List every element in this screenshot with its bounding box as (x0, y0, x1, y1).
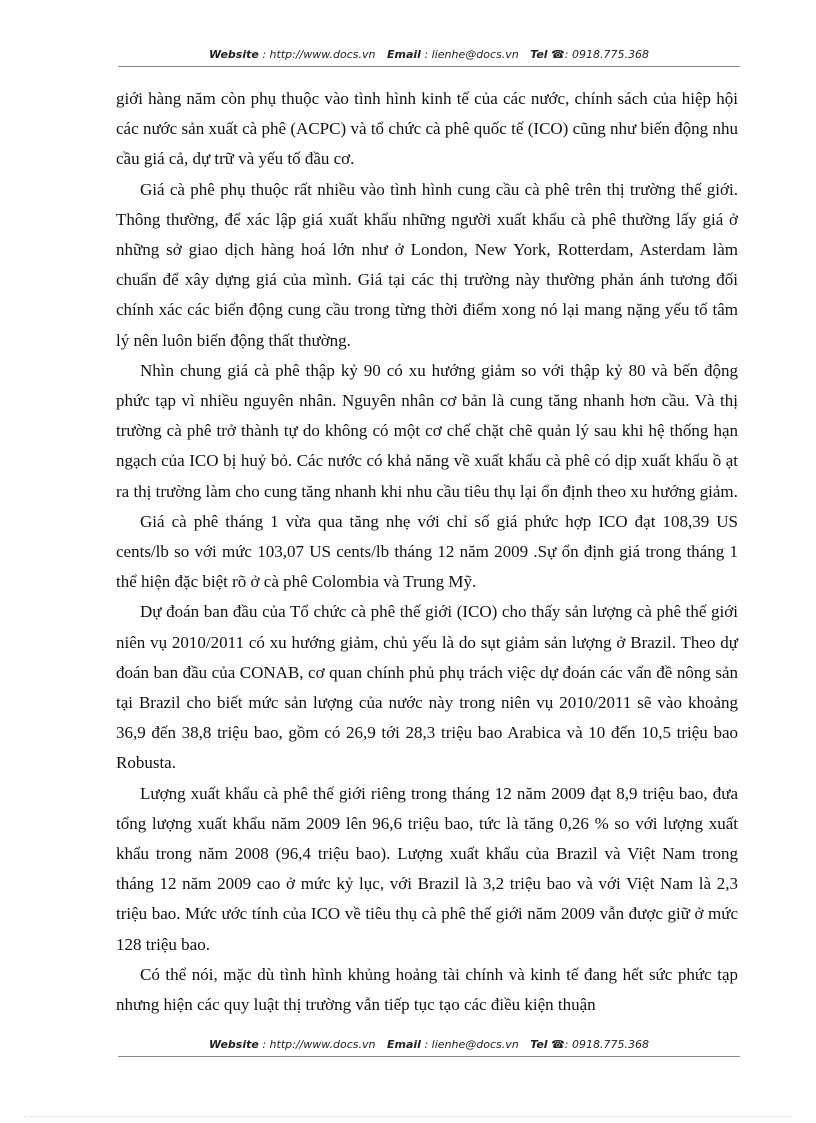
paragraph-continuation: giới hàng năm còn phụ thuộc vào tình hình kinh tế của các nước, chính sách của hiệp hội các nước sản xuất cà phê (ACPC) và tổ chức cà phê quốc tế (ICO) cũng như biến động nhu cầu giá cả, dự trữ và yếu tố đầu cơ. (116, 89, 738, 169)
website-url[interactable]: : http://www.docs.vn (262, 1038, 376, 1051)
paragraph: Dự đoán ban đầu của Tổ chức cà phê thế giới (ICO) cho thấy sản lượng cà phê thế giới niên vụ 2010/2011 có xu hướng giảm, chủ yếu là do sụt giảm sản lượng ở Brazil. Theo dự đoán ban đầu của CONAB, cơ quan chính phủ phụ trách việc dự đoán các vấn đề nông sản tại Brazil cho biết mức sản lượng của nước này trong niên vụ 2010/2011 sẽ vào khoảng 36,9 đến 38,8 triệu bao, gồm có 26,9 tới 28,3 triệu bao Arabica và 10 đến 10,5 triệu bao Robusta. (116, 602, 738, 773)
phone-icon: ☎ (551, 1038, 565, 1051)
website-label: Website (209, 48, 259, 61)
page-bottom-edge (24, 1116, 792, 1117)
tel-label: Tel (530, 48, 548, 61)
document-body (116, 84, 738, 1020)
page-header (118, 48, 740, 61)
page-footer (118, 1038, 740, 1051)
website-url[interactable]: : http://www.docs.vn (262, 48, 376, 61)
paragraph: Giá cà phê phụ thuộc rất nhiều vào tình hình cung cầu cà phê trên thị trường thế giới. Thông thường, để xác lập giá xuất khẩu những người xuất khẩu cà phê thường lấy giá ở những sở giao dịch hàng hoá lớn như ở London, New York, Rotterdam, Asterdam làm chuẩn để xây dựng giá của mình. Giá tại các thị trường này thường phản ánh tương đối chính xác các biến động cung cầu trong từng thời điểm xong nó lại mang nặng yếu tố tâm lý nên luôn biến động thất thường. (116, 179, 738, 350)
tel-label: Tel (530, 1038, 548, 1051)
header-divider (118, 66, 740, 67)
email-address[interactable]: : lienhe@docs.vn (424, 48, 519, 61)
footer-divider (118, 1056, 740, 1057)
phone-icon: ☎ (551, 48, 565, 61)
tel-number: : 0918.775.368 (564, 1038, 649, 1051)
website-label: Website (209, 1038, 259, 1051)
paragraph: Nhìn chung giá cà phê thập kỷ 90 có xu hướng giảm so với thập kỷ 80 và bến động phức tạp vì nhiều nguyên nhân. Nguyên nhân cơ bản là cung tăng nhanh hơn cầu. Và thị trường cà phê trở thành tự do không có một cơ chế chặt chẽ quản lý sau khi hệ thống hạn ngạch của ICO bị huỷ bỏ. Các nước có khả năng về xuất khẩu cà phê có dịp xuất khẩu ồ ạt ra thị trường làm cho cung tăng nhanh khi nhu cầu tiêu thụ lại ổn định theo xu hướng giảm. (116, 360, 738, 501)
tel-number: : 0918.775.368 (564, 48, 649, 61)
paragraph: Có thể nói, mặc dù tình hình khủng hoảng tài chính và kinh tế đang hết sức phức tạp nhưng hiện các quy luật thị trường vẫn tiếp tục tạo các điều kiện thuận (116, 964, 738, 1015)
paragraph: Lượng xuất khẩu cà phê thế giới riêng trong tháng 12 năm 2009 đạt 8,9 triệu bao, đưa tổng lượng xuất khẩu năm 2009 lên 96,6 triệu bao, tức là tăng 0,26 % so với lượng xuất khẩu trong năm 2008 (96,4 triệu bao). Lượng xuất khẩu của Brazil và Việt Nam trong tháng 12 năm 2009 cao ở mức kỷ lục, với Brazil là 3,2 triệu bao và với Việt Nam là 2,3 triệu bao. Mức ước tính của ICO về tiêu thụ cà phê thế giới năm 2009 vẫn được giữ ở mức 128 triệu bao. (116, 783, 738, 954)
email-label: Email (387, 48, 421, 61)
email-address[interactable]: : lienhe@docs.vn (424, 1038, 519, 1051)
paragraph: Giá cà phê tháng 1 vừa qua tăng nhẹ với chỉ số giá phức hợp ICO đạt 108,39 US cents/lb so với mức 103,07 US cents/lb tháng 12 năm 2009 .Sự ổn định giá trong tháng 1 thể hiện đặc biệt rõ ở cà phê Colombia và Trung Mỹ. (116, 511, 738, 592)
email-label: Email (387, 1038, 421, 1051)
